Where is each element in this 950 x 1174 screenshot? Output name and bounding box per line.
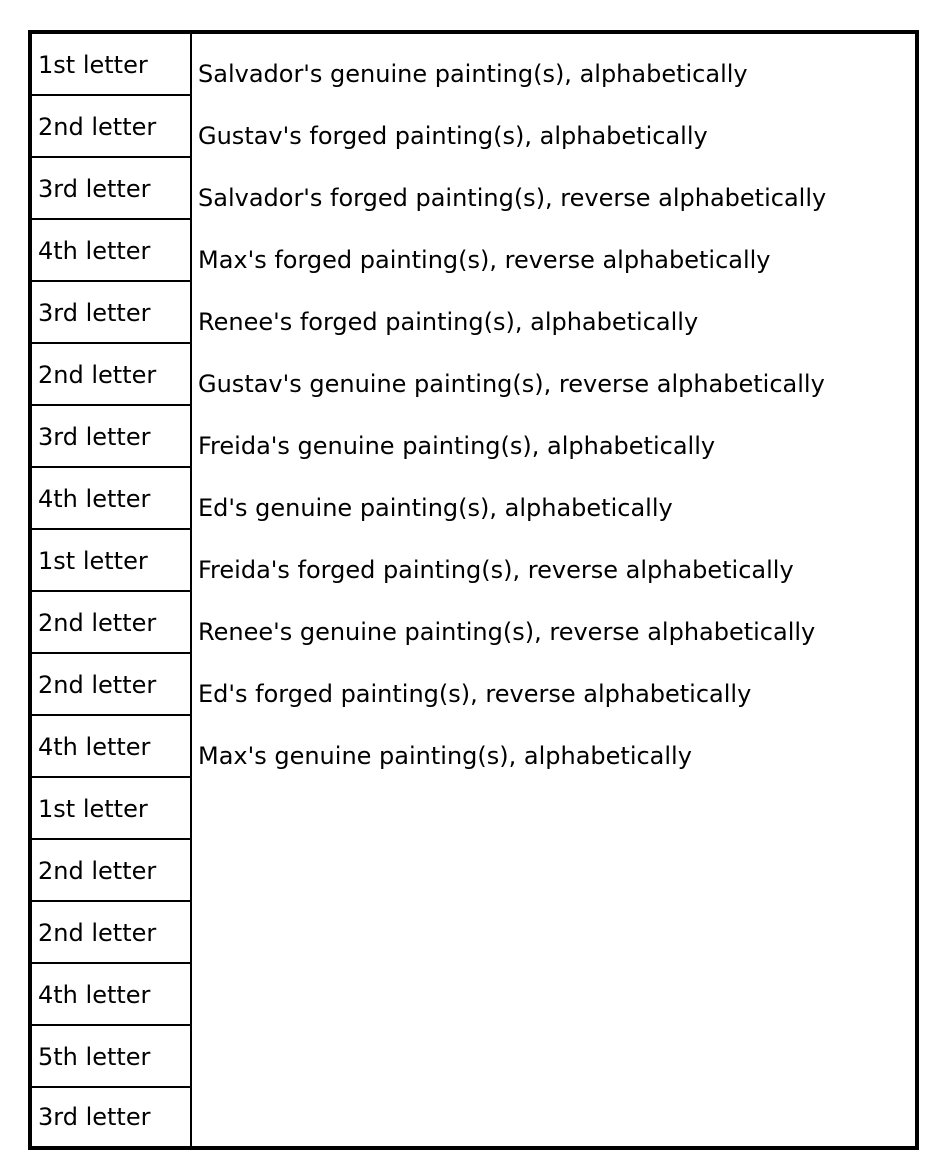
clue-line-10: Renee's genuine painting(s), reverse alphabetically	[198, 618, 816, 646]
letter-position-column	[32, 34, 192, 1146]
letter-cell-5: 3rd letter	[32, 282, 190, 344]
letter-cell-4: 4th letter	[32, 220, 190, 282]
letter-cell-7: 3rd letter	[32, 406, 190, 468]
clue-line-1: Salvador's genuine painting(s), alphabetically	[198, 60, 748, 88]
clue-line-7: Freida's genuine painting(s), alphabetically	[198, 432, 716, 460]
clue-line-2: Gustav's forged painting(s), alphabetically	[198, 122, 708, 150]
letter-cell-1: 1st letter	[32, 34, 190, 96]
clue-line-4: Max's forged painting(s), reverse alphabetically	[198, 246, 771, 274]
clue-line-11: Ed's forged painting(s), reverse alphabetically	[198, 680, 752, 708]
letter-cell-3: 3rd letter	[32, 158, 190, 220]
clue-line-5: Renee's forged painting(s), alphabetically	[198, 308, 699, 336]
letter-cell-18: 3rd letter	[38, 1103, 151, 1131]
letter-cell-12: 4th letter	[32, 716, 190, 778]
clue-line-9: Freida's forged painting(s), reverse alphabetically	[198, 556, 794, 584]
letter-cell-13: 1st letter	[32, 778, 190, 840]
clue-line-12: Max's genuine painting(s), alphabetically	[198, 742, 692, 770]
clue-line-3: Salvador's forged painting(s), reverse alphabetically	[198, 184, 827, 212]
clue-line-8: Ed's genuine painting(s), alphabetically	[198, 494, 673, 522]
letter-cell-15: 2nd letter	[32, 902, 190, 964]
letter-cell-6: 2nd letter	[32, 344, 190, 406]
letter-cell-9: 1st letter	[32, 530, 190, 592]
letter-cell-11: 2nd letter	[32, 654, 190, 716]
letter-cell-16: 4th letter	[32, 964, 190, 1026]
clue-column	[192, 34, 915, 778]
letter-cell-8: 4th letter	[32, 468, 190, 530]
letter-cell-2: 2nd letter	[32, 96, 190, 158]
letter-cell-14: 2nd letter	[32, 840, 190, 902]
clue-line-6: Gustav's genuine painting(s), reverse alphabetically	[198, 370, 825, 398]
letter-cell-17: 5th letter	[32, 1026, 190, 1088]
letter-cell-10: 2nd letter	[32, 592, 190, 654]
puzzle-table	[28, 30, 919, 1150]
